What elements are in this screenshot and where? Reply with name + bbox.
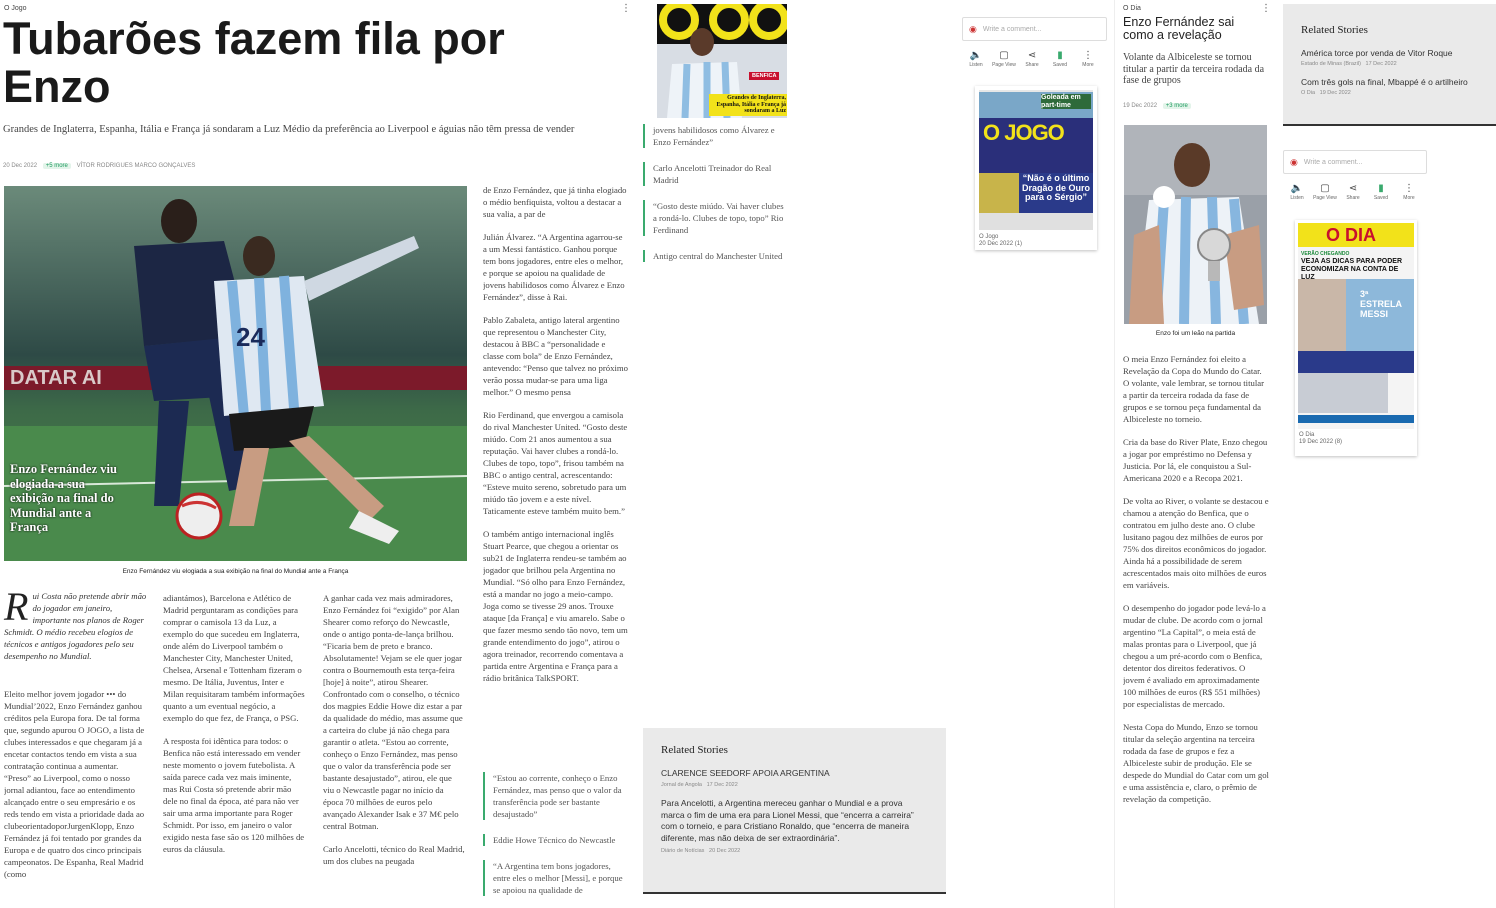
photo-caption: Enzo Fernández viu elogiada a sua exibição na final do Mundial ante a França [122,568,349,575]
paragraph: Carlo Ancelotti, técnico do Real Madrid, um dos clubes na peugada [323,844,465,866]
drop-cap: R [4,584,29,629]
related-source: O Dia [1301,90,1316,96]
quote-list-bottom [483,772,628,898]
player-trophy-illustration [1124,125,1267,324]
related-item-meta [661,782,928,788]
paragraph: A ganhar cada vez mais admiradores, Enzo Fernández foi “exigido” por Alan Shearer como reforço do Newcastle, onde o antigo ponta-de-lança brilhou. “Ficaria bem de preto e branco. Absolutamente! Vejam se ele quer jogar contra o Bournemouth esta terça-feira [hoje] à noite”, atirou Shearer. Confrontado com o conselho, o técnico dos magpies Eddie Howe diz estar a par da qualidade do médio, mas assume que a carteira do clube já não chega para garantir o atleta. “Estou ao corrente, conheço o Enzo Fernández, mas penso que o valor da transferência pode ser bastante desajustado”, atirou, ele que viu o Newcastle pagar no início da época 70 milhões de euros pelo avançado Alexander Isak e 37 M€ pelo central Botman. [323,593,463,831]
paragraph: Cria da base do River Plate, Enzo chegou a jogar por empréstimo no Defensa y Justicia. Por lá, ele conquistou a Sul-Americana 2020 e a Recopa 2021. [1123,437,1268,483]
quote-item: Antigo central do Manchester United [643,250,788,262]
newspaper-cover [979,90,1093,230]
article-source[interactable]: O Dia [1123,5,1141,12]
paragraph: de Enzo Fernández, que já tinha elogiado o médio benfiquista, voltou a destacar a sua valia, a par de [483,185,627,219]
related-date: 17 Dec 2022 [706,782,738,788]
paper-date: 19 Dec 2022 [1299,439,1334,445]
page-view-button[interactable] [990,50,1018,68]
tool-label: Saved [1052,62,1068,68]
more-button[interactable] [1074,50,1102,68]
newspaper-thumbnail[interactable] [975,86,1097,250]
saved-button[interactable] [1367,183,1395,201]
related-heading: Related Stories [661,744,728,756]
cover-masthead: O DIA [1326,225,1377,245]
paragraph: Rio Ferdinand, que envergou a camisola do rival Manchester United. “Gosto deste miúdo. Com 21 anos aumentou a sua reputação. Vai haver clubes a rondá-lo. Clubes de topo, topo”, frisou também na BBC o antigo central, acrescentando: “Esteve muito sereno, sobretudo para um miúdo tão jovem e a este nível. Taticamente esteve também muito bem.” [483,410,628,516]
article2-body [1123,353,1269,898]
related-item-title[interactable]: Com três gols na final, Mbappé é o artilheiro [1301,77,1468,87]
related-date: 17 Dec 2022 [1365,61,1397,67]
photo-overlay-caption: Enzo Fernández viu elogiada a sua exibição na final do Mundial ante a França [10,462,117,534]
body-column-3 [323,592,465,898]
more-icon: ⋮ [1083,50,1093,61]
cover-headline: VEJA AS DICAS PARA PODER ECONOMIZAR NA CONTA DE LUZ [1301,258,1402,281]
article-intro [4,584,151,662]
tool-label: Saved [1373,195,1389,201]
related-item[interactable] [661,798,928,854]
article-meta [3,163,195,169]
newspaper-cover [1298,223,1414,429]
share-button[interactable] [1339,183,1367,201]
paper-meta [1299,432,1417,446]
related-item[interactable] [1301,48,1478,67]
paper-date: 20 Dec 2022 [979,241,1014,247]
avatar-icon: ◉ [1290,156,1298,167]
cover-kicker: VERÃO CHEGANDO [1301,251,1350,257]
tool-label: Listen [969,62,983,68]
svg-text:DATAR AI: DATAR AI [10,367,102,389]
comment-placeholder: Write a comment... [982,25,1042,33]
tool-label: Page View [1313,195,1337,201]
more-options-icon[interactable]: ⋮ [621,3,631,14]
svg-text:24: 24 [236,322,265,352]
comment-input[interactable] [962,17,1107,41]
comment-input[interactable] [1283,150,1427,174]
paragraph: Pablo Zabaleta, antigo lateral argentino que representou o Manchester City, destacou à BBC a “personalidade e classe com bola” de Enzo Fernández, antevendo: “Penso que talvez no próximo verão possa mudar-se para uma liga melhor.” O mesmo pensa [483,315,628,397]
paragraph: O desempenho do jogador pode levá-lo a mudar de clube. De acordo com o jornal argentino “La Capital”, o meia está de malas prontas para o Liverpool, que já chegou a um pré-acordo com o Benfica, detentor dos direitos federativos. O jovem é avaliado em aproximadamente 100 milhões de euros (R$ 551 milhões) por especialistas de mercado. [1123,603,1266,709]
tool-label: Listen [1290,195,1304,201]
share-icon: ⋖ [1027,50,1037,61]
article-subtitle: Volante da Albiceleste se tornou titular a partir da terceira rodada da fase de grupos [1123,52,1265,86]
paper-source: O Dia [1299,432,1315,438]
listen-button[interactable] [1283,183,1311,201]
inset-photo[interactable] [657,4,787,118]
column-divider [1114,0,1115,908]
body-column-2 [163,592,305,898]
page-icon: ▢ [999,50,1009,61]
paper-source: O Jogo [979,234,999,240]
related-item[interactable] [1301,77,1478,96]
tool-label: Share [1025,62,1039,68]
tool-label: More [1403,195,1415,201]
article-meta [1123,103,1195,109]
paragraph: O meia Enzo Fernández foi eleito a Revelação da Copa do Mundo do Catar. O volante, vale lembrar, se tornou titular a partir da terceira rodada da fase de grupos e se tornou peça fundamental da Albiceleste no torneio. [1123,354,1265,424]
quote-item: “A Argentina tem bons jogadores, entre eles o melhor [Messi], e porque se apoiou na qualidade de [483,860,628,896]
related-date: 19 Dec 2022 [1319,90,1351,96]
more-sources-tag[interactable]: +5 more [43,163,71,169]
bookmark-icon: ▮ [1057,50,1063,61]
article-subtitle: Grandes de Inglaterra, Espanha, Itália e França já sondaram a Luz Médio da preferência ao Liverpool e águias não têm pressa de vender [3,124,575,135]
article-title: Enzo Fernández sai como a revelação [1123,15,1235,42]
related-item-title[interactable]: América torce por venda de Vitor Roque [1301,48,1453,58]
related-stories-panel [1283,4,1496,126]
article-date: 20 Dec 2022 [3,163,38,169]
paragraph: A resposta foi idêntica para todos: o Benfica não está interessado em vender neste momento o jovem futebolista. A saída parece cada vez mais iminente, mas Rui Costa só pretende abrir mão dele no final da época, até para não ver sair uma arma importante para Roger Schmidt. Por isso, em janeiro o valor exigido nesta fase são os 120 milhões de euros da cláusula. [163,736,305,854]
paper-count: (1) [1014,241,1023,247]
quote-item: “Estou ao corrente, conheço o Enzo Fernández, mas penso que o valor da transferência pode ser bastante desajustado” [483,772,628,820]
inset-badge: BENFICA [749,72,779,80]
more-button[interactable] [1395,183,1423,201]
cover-illustration [979,90,1093,230]
comment-placeholder: Write a comment... [1303,158,1363,166]
more-icon: ⋮ [1404,183,1414,194]
page-icon: ▢ [1320,183,1330,194]
related-item[interactable] [661,768,928,788]
page-view-button[interactable] [1311,183,1339,201]
quote-item: Carlo Ancelotti Treinador do Real Madrid [643,162,788,186]
article2-photo[interactable] [1124,125,1267,324]
paper-meta [979,234,1097,248]
share-button[interactable] [1018,50,1046,68]
cover-masthead: O JOGO [983,120,1064,145]
paper-count: (8) [1334,439,1343,445]
share-icon: ⋖ [1348,183,1358,194]
paragraph: O também antigo internacional inglês Stuart Pearce, que chegou a orientar os sub21 de Inglaterra rendeu-se também ao jogador que brilhou pela Argentina no Mundial. “Só olho para Enzo Fernández, está a mandar no jogo a meio-campo. Joga como se tivesse 29 anos. Trouxe ataque [da França] e viu amarelo. Sabe o que fazer mesmo sendo tão novo, tem um grande entendimento do jogo”, atirou o agora treinador, recorrendo comentava a partida entre Argentina e França para a rádio britânica TalkSPORT. [483,529,628,683]
cover-headline: “Não é o último Dragão de Ouro para o Sérgio” [1021,173,1090,202]
paragraph: De volta ao River, o volante se destacou e chamou a atenção do Benfica, que o contratou em julho deste ano. O clube lusitano pagou dez milhões de euros por 75% dos direitos econômicos do jogador. Ainda há a possibilidade de serem acrescentados mais oito milhões de euros em variáveis. [1123,496,1269,590]
tool-label: Page View [992,62,1016,68]
cover-photo-text: 3ª ESTRELA MESSI [1360,289,1402,319]
paragraph: adiantámos), Barcelona e Atlético de Madrid perguntaram as condições para comprar o camisola 13 da Luz, a exemplo do que sucedeu em Inglaterra, onde além do Liverpool também o Manchester City, Manchester United, Chelsea, Arsenal e Tottenham fizeram o mesmo. De Itália, Juventus, Inter e Milan requisitaram também informações quanto a um eventual negócio, a exemplo do que fez, de França, o PSG. [163,593,305,723]
newspaper-thumbnail[interactable] [1295,220,1417,456]
paper-date-count [1299,439,1417,446]
quote-item: Eddie Howe Técnico do Newcastle [483,834,628,846]
avatar-icon: ◉ [969,23,977,34]
paragraph: Eleito melhor jovem jogador ••• do Mundial’2022, Enzo Fernández ganhou créditos pela Europa fora. De tal forma que, segundo apurou O JOGO, a lista de clubes interessados e que chegaram já a encetar contactos tendo em vista a sua contratação continua a aumentar. “Preso” ao Liverpool, como o nosso jornal adiantou, face ao entendimento alcançado entre o seu empresário e os reds tendo em vista a prioridade dada ao clubeorientadoporJurgenKlopp, Enzo Fernández já foi tentado por grandes da Europa e de quatro dos cinco principais campeonatos. De Espanha, Real Madrid (como [4,689,145,879]
tool-label: Share [1346,195,1360,201]
article-toolbar [962,50,1102,68]
more-sources-tag[interactable]: +3 more [1163,103,1191,109]
related-item-meta [661,848,928,854]
paragraph: Julián Álvarez. “A Argentina agarrou-se a um Messi fantástico. Ganhou porque tem bons jogadores, entre eles o melhor, e porque se apoiou na qualidade de jovens habilidosos como Álvarez e Enzo Fernández”, disse à Rai. [483,232,625,302]
quote-item: jovens habilidosos como Álvarez e Enzo Fernández” [643,124,788,148]
paper-date-count [979,241,1097,248]
article-source[interactable]: O Jogo [4,5,27,12]
quote-item: “Gosto deste miúdo. Vai haver clubes a rondá-lo. Clubes de topo, topo” Rio Ferdinand [643,200,788,236]
article-toolbar [1283,183,1423,201]
more-options-icon[interactable]: ⋮ [1261,3,1271,14]
tool-label: More [1082,62,1094,68]
related-source: Jornal de Angola [661,782,702,788]
article-date: 19 Dec 2022 [1123,103,1158,109]
article-authors: VÍTOR RODRIGUES MARCO GONÇALVES [76,163,196,169]
cover-sub: Goleada em part-time [1041,94,1091,109]
related-item-meta [1301,61,1478,67]
related-heading: Related Stories [1301,24,1368,36]
speaker-icon: 🔈 [1290,183,1304,194]
related-source: Estado de Minas (Brazil) [1301,61,1361,67]
related-stories-panel [643,728,946,894]
listen-button[interactable] [962,50,990,68]
main-photo[interactable] [4,186,467,561]
related-item-title[interactable]: CLARENCE SEEDORF APOIA ARGENTINA [661,768,830,778]
related-date: 20 Dec 2022 [709,848,741,854]
body-column-1 [4,688,146,898]
inset-caption: Grandes de Inglaterra, Espanha, Itália e França já sondaram a Luz [709,94,787,116]
photo-caption: Enzo foi um leão na partida [1155,330,1236,337]
speaker-icon: 🔈 [969,50,983,61]
related-item-meta [1301,90,1478,96]
related-item-title[interactable]: Para Ancelotti, a Argentina mereceu ganhar o Mundial e a prova marca o fim de uma era para Lionel Messi, que “encerra a carreira” com o torneio, e para Cristiano Ronaldo, que “encerra de maneira diferente, mas não deixa de ser extraordinária”. [661,798,914,843]
paragraph: Nesta Copa do Mundo, Enzo se tornou titular da seleção argentina na terceira rodada da fase de grupos e fez a Albiceleste subir de produção. Ele se despede do Mundial do Catar com um gol e uma assistência e, claro, o prêmio de revelação da competição. [1123,722,1269,804]
quote-list-top [643,124,788,276]
intro-text: ui Costa não pretende abrir mão do jogador em janeiro, importante nos planos de Roger Schmidt. O médio recebeu elogios de técnicos e antigos jogadores pelo seu desempenho no Mundial. [4,591,147,661]
article-title: Tubarões fazem fila por Enzo [3,13,505,112]
bookmark-icon: ▮ [1378,183,1384,194]
saved-button[interactable] [1046,50,1074,68]
related-source: Diário de Notícias [661,848,705,854]
